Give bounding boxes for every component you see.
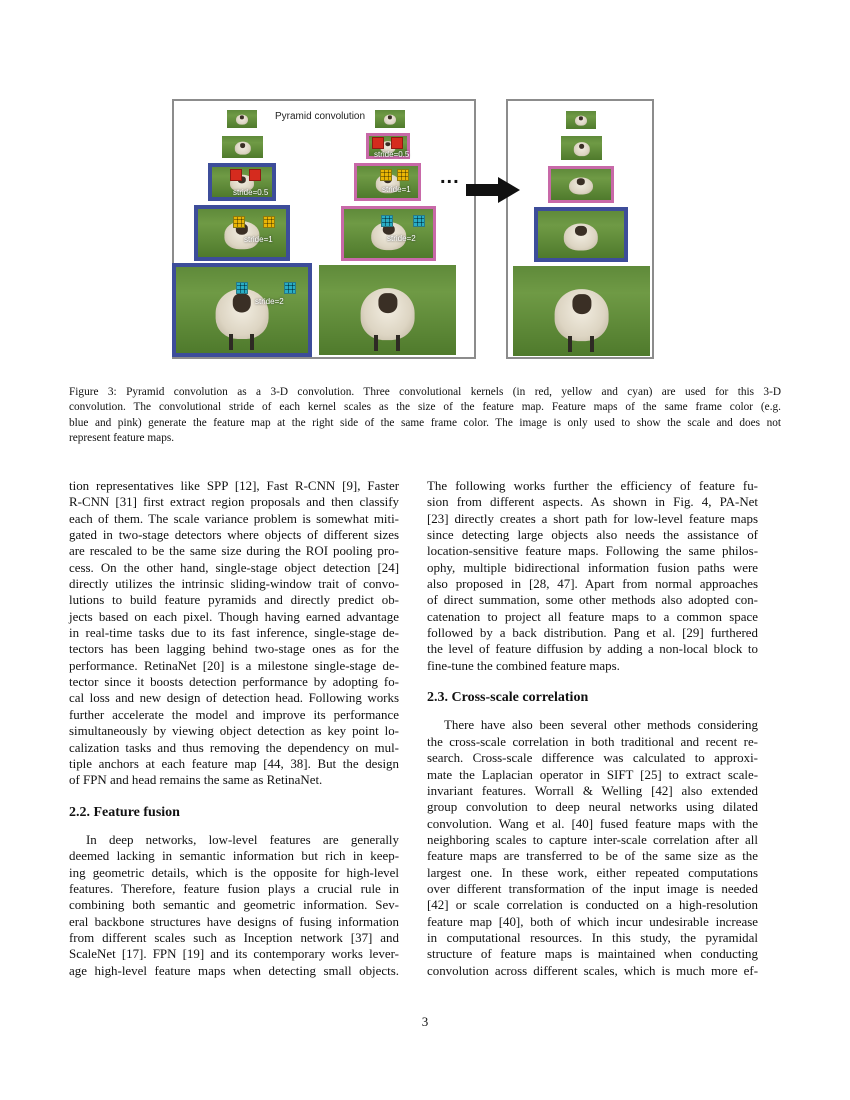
- text-line: age high-level feature maps when detecting small objects.: [69, 962, 399, 978]
- text-line: group convolution to deep neural networks using dilated: [427, 799, 758, 815]
- text-line: lutions to build feature pyramids and directly predict ob-: [69, 592, 399, 608]
- text-line: simultaneously by viewing object detection as key point lo-: [69, 723, 399, 739]
- text-line: combining both semantic and geometric information. Sev-: [69, 897, 399, 913]
- left-column: [69, 478, 399, 979]
- sheep-image: [222, 136, 263, 158]
- text-line: [42] or scale correlation is conducted on a high-resolution: [427, 897, 758, 913]
- text-line: [23] directly creates a short path for low-level feature maps: [427, 510, 758, 526]
- section-heading: 2.2. Feature fusion: [69, 804, 180, 820]
- stride-label: stride=1: [244, 235, 273, 244]
- text-line: also proposed in [28, 47]. Apart from normal approaches: [427, 576, 758, 592]
- text-line: search. Cross-scale difference was calculated to approxi-: [427, 750, 758, 766]
- text-line: performance. RetinaNet [20] is a milestone single-stage de-: [69, 657, 399, 673]
- text-line: convolution across different scales, which is much more ef-: [427, 962, 758, 978]
- caption-line: convolution. The convolutional stride of each kernel scales as the size of the feature map. Feature maps of the same frame color (e.g.: [69, 401, 781, 414]
- figure-title: Pyramid convolution: [275, 111, 366, 122]
- yellow-kernel: [380, 169, 392, 181]
- text-line: the level of feature diffusion by adding a non-local block to: [427, 641, 758, 657]
- yellow-kernel: [263, 216, 275, 228]
- text-line: cal loss and new design of detection head. Following works: [69, 690, 399, 706]
- sheep-image: [566, 111, 596, 129]
- stride-label: stride=0.5: [374, 150, 410, 159]
- stride-label: stride=2: [387, 234, 416, 243]
- red-kernel: [372, 137, 384, 149]
- text-line: each of them. The scale variance problem is somewhat miti-: [69, 510, 399, 526]
- sheep-image: [319, 265, 456, 355]
- text-line: from different scales such as Inception network [37] and: [69, 929, 399, 945]
- yellow-kernel: [233, 216, 245, 228]
- stride-label: stride=1: [382, 185, 411, 194]
- sheep-image: [561, 136, 602, 160]
- text-line: cess. On the other hand, single-stage object detection [24]: [69, 559, 399, 575]
- sheep-feature-map-blue: [194, 205, 290, 261]
- text-line: are rescaled to be the same size during the ROI pooling pro-: [69, 543, 399, 559]
- figure-caption: [69, 385, 781, 446]
- text-line: directly utilizes the intrinsic sliding-window trait of convo-: [69, 576, 399, 592]
- text-line: catenation to project all feature maps to a common space: [427, 608, 758, 624]
- sheep-image: [375, 110, 405, 128]
- yellow-kernel: [397, 169, 409, 181]
- text-line: R-CNN [31] first extract region proposals and then classify: [69, 494, 399, 510]
- stride-label: stride=0.5: [233, 188, 269, 197]
- caption-line: Figure 3: Pyramid convolution as a 3-D convolution. Three convolutional kernels (in red, yellow and cyan) are used for this 3-D: [69, 386, 781, 398]
- text-line: tector since it boosts detection performance by adopting fo-: [69, 674, 399, 690]
- text-line: sion from different aspects. As shown in Fig. 4, PA-Net: [427, 494, 758, 510]
- sheep-image: [227, 110, 257, 128]
- text-line: fine-tune the combined feature maps.: [427, 657, 620, 673]
- cyan-kernel: [236, 282, 248, 294]
- sheep-feature-map-blue: [172, 263, 312, 357]
- text-line: feature maps are transferred to be of the same size as the: [427, 848, 758, 864]
- text-line: feature map [40], both of which incur undesirable increase: [427, 913, 758, 929]
- ellipsis: ...: [440, 166, 460, 188]
- text-line: in real-time tasks due to its fast inference, single-stage de-: [69, 625, 399, 641]
- caption-line: represent feature maps.: [69, 431, 175, 444]
- text-line: features. Therefore, feature fusion plays a crucial rule in: [69, 880, 399, 896]
- text-line: further accelerate the model and improve its performance: [69, 706, 399, 722]
- page-number: 3: [421, 1014, 429, 1029]
- stride-label: stride=2: [255, 297, 284, 306]
- text-line: in computational resources. In this study, the pyramidal: [427, 929, 758, 945]
- text-line: neighboring scales to capture inter-scale correlation after all: [427, 831, 758, 847]
- text-line: deemed lacking in semantic information but rich in keep-: [69, 848, 399, 864]
- text-line: ophy, multiple bidirectional information fusion paths were: [427, 559, 758, 575]
- cyan-kernel: [284, 282, 296, 294]
- text-line: There have also been several other methods considering: [444, 717, 758, 733]
- text-line: structure of feature maps is maintained when conducting: [427, 946, 758, 962]
- caption-line: blue and pink) generate the feature map at the right side of the same frame color. The image is only used to show the scale and does not: [69, 416, 781, 429]
- text-line: of direct summation, some other methods also adopted con-: [427, 592, 758, 608]
- sheep-image: [513, 266, 650, 356]
- text-line: of FPN and head remains the same as RetinaNet.: [69, 772, 323, 788]
- right-column: [427, 478, 758, 979]
- text-line: over different transformation of the input image is needed: [427, 880, 758, 896]
- paragraph: [427, 478, 758, 674]
- cyan-kernel: [413, 215, 425, 227]
- text-line: convolution. Wang et al. [40] fused feature maps with the: [427, 815, 758, 831]
- text-line: gated in two-stage detectors where objects of different sizes: [69, 527, 399, 543]
- text-line: since detecting large objects also needs the assistance of: [427, 527, 758, 543]
- text-line: tectors has been lagging behind two-stage ones as for the: [69, 641, 399, 657]
- paragraph: [69, 832, 399, 979]
- text-line: tion representatives like SPP [12], Fast R-CNN [9], Faster: [69, 478, 399, 493]
- red-kernel: [230, 169, 242, 181]
- text-line: largest one. In these work, either repeated computations: [427, 864, 758, 880]
- text-line: The following works further the efficiency of feature fu-: [427, 478, 758, 493]
- sheep-feature-map-pink: [548, 166, 614, 203]
- sheep-feature-map-blue: [534, 207, 628, 262]
- text-line: ing geometric details, which is the opposite for high-level: [69, 864, 399, 880]
- paragraph: [427, 717, 758, 979]
- text-line: In deep networks, low-level features are generally: [86, 831, 399, 847]
- cyan-kernel: [381, 215, 393, 227]
- paragraph: [69, 478, 399, 789]
- text-line: eral backbone structures have designs of fusing information: [69, 913, 399, 929]
- text-line: calization tasks and thus removing the dependency on mul-: [69, 739, 399, 755]
- text-line: location-sensitive feature maps. Following the same philos-: [427, 543, 758, 559]
- red-kernel: [249, 169, 261, 181]
- text-line: the cross-scale correlation in both traditional and recent re-: [427, 733, 758, 749]
- text-line: jects based on each pixel. Though having earned advantage: [69, 608, 399, 624]
- section-heading: 2.3. Cross-scale correlation: [427, 690, 589, 706]
- text-line: tiple anchors at each feature map [44, 38]. But the design: [69, 755, 399, 771]
- text-line: invariant features. Worrall & Welling [42] also extended: [427, 782, 758, 798]
- text-line: followed by a back distribution. Pang et al. [29] furthered: [427, 625, 758, 641]
- text-line: ScaleNet [17]. FPN [19] and its contemporary works lever-: [69, 946, 399, 962]
- red-kernel: [391, 137, 403, 149]
- text-line: mate the Laplacian operator in SIFT [25] to extract scale-: [427, 766, 758, 782]
